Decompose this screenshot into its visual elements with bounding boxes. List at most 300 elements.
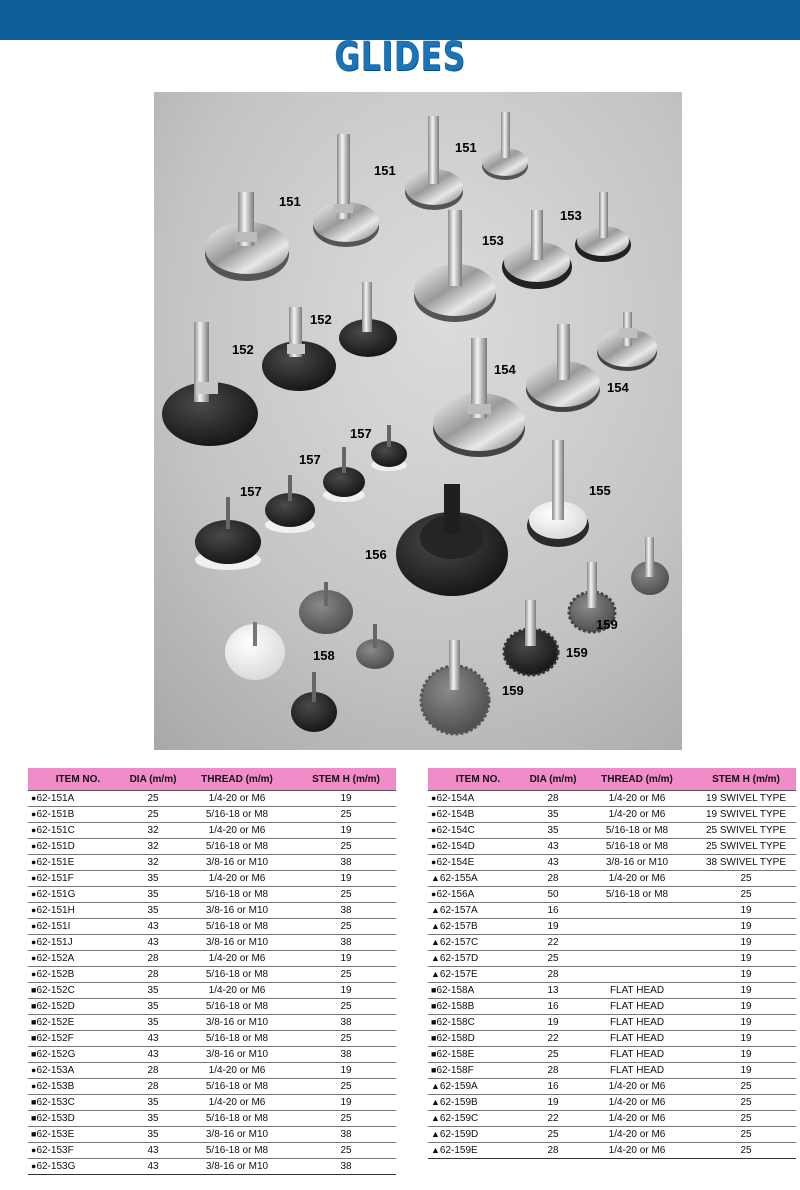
cell-dia: 35 [128, 1015, 178, 1031]
table-row [28, 1079, 396, 1095]
cell-dia: 25 [528, 1047, 578, 1063]
marker-icon: ● [31, 905, 37, 915]
item-number: 62-156A [436, 889, 475, 900]
cell-stem: 25 [696, 887, 796, 903]
cell-dia: 28 [128, 1079, 178, 1095]
cell-dia: 35 [128, 871, 178, 887]
cell-stem: 19 [296, 951, 396, 967]
table-row [428, 1111, 796, 1127]
item-number: 62-158E [436, 1049, 475, 1060]
cell-item-no [428, 871, 528, 887]
item-number: 62-152F [36, 1033, 74, 1044]
item-number: 62-158D [436, 1033, 475, 1044]
cell-dia: 25 [128, 791, 178, 807]
table-row [28, 791, 396, 807]
cell-stem: 25 [296, 839, 396, 855]
cell-item-no [28, 1111, 128, 1127]
cell-stem: 25 [296, 1111, 396, 1127]
cell-dia: 35 [528, 807, 578, 823]
cell-dia: 35 [128, 1111, 178, 1127]
cell-item-no [28, 967, 128, 983]
cell-stem: 19 [696, 919, 796, 935]
cell-thread: 3/8-16 or M10 [178, 903, 296, 919]
cell-stem: 25 [696, 1095, 796, 1111]
table-row [428, 823, 796, 839]
cell-dia: 28 [528, 871, 578, 887]
cell-dia: 25 [128, 807, 178, 823]
cell-thread: 3/8-16 or M10 [578, 855, 696, 871]
cell-item-no [428, 1031, 528, 1047]
photo-label: 157 [240, 484, 262, 499]
marker-icon: ■ [31, 1113, 37, 1123]
marker-icon: ● [31, 1081, 37, 1091]
photo-label: 156 [365, 547, 387, 562]
cell-item-no [428, 1111, 528, 1127]
cell-thread: 1/4-20 or M6 [578, 791, 696, 807]
item-number: 62-159A [439, 1081, 478, 1092]
cell-stem: 25 [296, 807, 396, 823]
item-number: 62-152A [36, 953, 75, 964]
cell-dia: 43 [528, 839, 578, 855]
table-row [428, 871, 796, 887]
item-number: 62-153E [36, 1129, 75, 1140]
item-number: 62-159B [439, 1097, 478, 1108]
table-row [428, 807, 796, 823]
photo-label: 159 [596, 617, 618, 632]
cell-thread [578, 919, 696, 935]
table-row [28, 935, 396, 951]
cell-stem: 19 [296, 1095, 396, 1111]
cell-thread: FLAT HEAD [578, 999, 696, 1015]
cell-item-no [28, 823, 128, 839]
table-row [28, 903, 396, 919]
marker-icon: ■ [431, 1049, 437, 1059]
cell-item-no [28, 1063, 128, 1079]
marker-icon: ● [431, 857, 437, 867]
marker-icon: ● [431, 841, 437, 851]
cell-dia: 25 [528, 1127, 578, 1143]
cell-thread [578, 903, 696, 919]
cell-dia: 28 [128, 951, 178, 967]
cell-thread: 3/8-16 or M10 [178, 1127, 296, 1143]
item-number: 62-154E [436, 857, 475, 868]
table-header-row [428, 768, 796, 791]
marker-icon: ▲ [431, 1097, 440, 1107]
cell-dia: 35 [128, 1095, 178, 1111]
cell-dia: 28 [128, 1063, 178, 1079]
table-row [28, 967, 396, 983]
col-header-dia: DIA (m/m) [528, 768, 578, 791]
item-number: 62-159E [439, 1145, 478, 1156]
cell-item-no [28, 919, 128, 935]
item-number: 62-153A [36, 1065, 75, 1076]
cell-item-no [28, 903, 128, 919]
marker-icon: ● [431, 809, 437, 819]
cell-stem: 38 [296, 1127, 396, 1143]
cell-dia: 28 [528, 967, 578, 983]
cell-dia: 22 [528, 935, 578, 951]
cell-item-no [28, 1143, 128, 1159]
cell-item-no [428, 983, 528, 999]
cell-item-no [428, 1143, 528, 1159]
cell-item-no [428, 855, 528, 871]
cell-item-no [428, 951, 528, 967]
item-number: 62-157B [439, 921, 478, 932]
cell-stem: 19 [696, 983, 796, 999]
table-row [28, 855, 396, 871]
cell-thread: 1/4-20 or M6 [578, 1111, 696, 1127]
cell-thread: 3/8-16 or M10 [178, 1159, 296, 1175]
photo-label: 157 [299, 452, 321, 467]
marker-icon: ▲ [431, 905, 440, 915]
item-number: 62-158A [436, 985, 475, 996]
cell-thread: FLAT HEAD [578, 983, 696, 999]
marker-icon: ■ [31, 985, 37, 995]
cell-stem: 25 [296, 967, 396, 983]
item-number: 62-152B [36, 969, 75, 980]
cell-stem: 19 [696, 1047, 796, 1063]
cell-dia: 43 [128, 1159, 178, 1175]
cell-item-no [28, 951, 128, 967]
table-row [28, 999, 396, 1015]
cell-stem: 19 [296, 983, 396, 999]
cell-thread: 1/4-20 or M6 [578, 871, 696, 887]
table-row [28, 1063, 396, 1079]
marker-icon: ● [431, 889, 437, 899]
table-row [428, 1127, 796, 1143]
table-row [428, 855, 796, 871]
item-number: 62-158B [436, 1001, 475, 1012]
cell-stem: 38 SWIVEL TYPE [696, 855, 796, 871]
marker-icon: ● [31, 873, 37, 883]
table-row [28, 1159, 396, 1175]
cell-item-no [428, 935, 528, 951]
cell-dia: 43 [128, 935, 178, 951]
cell-stem: 25 [296, 887, 396, 903]
marker-icon: ▲ [431, 1145, 440, 1155]
item-number: 62-153G [36, 1161, 76, 1172]
cell-dia: 43 [128, 919, 178, 935]
col-header-dia: DIA (m/m) [128, 768, 178, 791]
marker-icon: ■ [31, 1129, 37, 1139]
cell-stem: 19 [296, 871, 396, 887]
item-number: 62-151J [36, 937, 73, 948]
cell-dia: 28 [528, 791, 578, 807]
photo-label: 157 [350, 426, 372, 441]
marker-icon: ● [31, 953, 37, 963]
photo-label: 151 [279, 194, 301, 209]
cell-thread: 5/16-18 or M8 [178, 1111, 296, 1127]
table-row [28, 1143, 396, 1159]
cell-stem: 19 [696, 1031, 796, 1047]
item-number: 62-153C [36, 1097, 75, 1108]
cell-thread: 5/16-18 or M8 [178, 1079, 296, 1095]
product-photo [154, 92, 682, 750]
table-row [428, 791, 796, 807]
cell-item-no [428, 1047, 528, 1063]
item-number: 62-154D [436, 841, 475, 852]
marker-icon: ■ [431, 1033, 437, 1043]
table-row [428, 999, 796, 1015]
cell-stem: 19 [296, 1063, 396, 1079]
cell-stem: 19 [696, 903, 796, 919]
cell-dia: 43 [528, 855, 578, 871]
cell-item-no [28, 1015, 128, 1031]
table-row [28, 1015, 396, 1031]
cell-thread: 5/16-18 or M8 [578, 887, 696, 903]
marker-icon: ● [431, 793, 437, 803]
item-number: 62-151D [36, 841, 75, 852]
cell-dia: 35 [128, 999, 178, 1015]
table-row [28, 983, 396, 999]
item-number: 62-153D [36, 1113, 75, 1124]
cell-thread: 1/4-20 or M6 [178, 951, 296, 967]
cell-thread: 5/16-18 or M8 [178, 807, 296, 823]
table-row [428, 1047, 796, 1063]
cell-thread: 5/16-18 or M8 [578, 823, 696, 839]
cell-dia: 35 [528, 823, 578, 839]
cell-item-no [428, 839, 528, 855]
item-number: 62-152E [36, 1017, 75, 1028]
cell-item-no [428, 823, 528, 839]
table-row [28, 871, 396, 887]
cell-thread: FLAT HEAD [578, 1063, 696, 1079]
cell-thread: 5/16-18 or M8 [178, 839, 296, 855]
table-row [428, 1079, 796, 1095]
cell-dia: 16 [528, 1079, 578, 1095]
cell-thread: 1/4-20 or M6 [578, 1095, 696, 1111]
table-row [28, 1127, 396, 1143]
cell-item-no [28, 1159, 128, 1175]
cell-item-no [28, 1127, 128, 1143]
photo-label: 152 [232, 342, 254, 357]
col-header-stem: STEM H (m/m) [296, 768, 396, 791]
item-number: 62-151E [36, 857, 75, 868]
cell-item-no [428, 1063, 528, 1079]
cell-stem: 19 [696, 1015, 796, 1031]
cell-thread: 5/16-18 or M8 [578, 839, 696, 855]
cell-dia: 16 [528, 999, 578, 1015]
table-row [28, 1111, 396, 1127]
cell-dia: 35 [128, 903, 178, 919]
marker-icon: ● [31, 969, 37, 979]
cell-thread: 5/16-18 or M8 [178, 1031, 296, 1047]
photo-label: 153 [482, 233, 504, 248]
table-row [428, 919, 796, 935]
table-row [28, 807, 396, 823]
cell-dia: 28 [128, 967, 178, 983]
marker-icon: ■ [431, 1017, 437, 1027]
item-number: 62-151G [36, 889, 76, 900]
cell-stem: 25 [696, 1143, 796, 1159]
cell-thread: 3/8-16 or M10 [178, 935, 296, 951]
item-number: 62-153B [36, 1081, 75, 1092]
cell-item-no [28, 887, 128, 903]
table-row [28, 839, 396, 855]
item-number: 62-154B [436, 809, 475, 820]
cell-item-no [28, 1031, 128, 1047]
item-number: 62-151A [36, 793, 75, 804]
cell-stem: 19 [696, 967, 796, 983]
table-row [28, 919, 396, 935]
cell-thread: 5/16-18 or M8 [178, 887, 296, 903]
cell-item-no [428, 903, 528, 919]
table-row [28, 1095, 396, 1111]
cell-stem: 25 [296, 999, 396, 1015]
cell-stem: 38 [296, 1015, 396, 1031]
photo-label: 154 [494, 362, 516, 377]
table-row [428, 887, 796, 903]
marker-icon: ▲ [431, 1081, 440, 1091]
item-number: 62-151I [36, 921, 71, 932]
cell-stem: 19 SWIVEL TYPE [696, 807, 796, 823]
cell-item-no [28, 839, 128, 855]
cell-stem: 25 [296, 1031, 396, 1047]
cell-dia: 35 [128, 1127, 178, 1143]
item-number: 62-159C [439, 1113, 479, 1124]
table-row [28, 823, 396, 839]
photo-label: 154 [607, 380, 629, 395]
marker-icon: ■ [31, 1049, 37, 1059]
cell-thread: 3/8-16 or M10 [178, 1015, 296, 1031]
cell-stem: 25 [296, 1079, 396, 1095]
cell-stem: 38 [296, 855, 396, 871]
cell-dia: 43 [128, 1047, 178, 1063]
cell-item-no [28, 935, 128, 951]
cell-dia: 13 [528, 983, 578, 999]
cell-dia: 19 [528, 919, 578, 935]
cell-thread: 1/4-20 or M6 [578, 1143, 696, 1159]
cell-item-no [428, 807, 528, 823]
cell-thread: 1/4-20 or M6 [578, 1127, 696, 1143]
cell-stem: 19 [296, 823, 396, 839]
table-row [428, 967, 796, 983]
cell-item-no [428, 1095, 528, 1111]
cell-thread: 1/4-20 or M6 [178, 823, 296, 839]
cell-stem: 38 [296, 1047, 396, 1063]
spec-table-left [28, 768, 396, 1175]
table-row [28, 951, 396, 967]
photo-label: 151 [374, 163, 396, 178]
cell-stem: 38 [296, 935, 396, 951]
cell-dia: 28 [528, 1143, 578, 1159]
photo-label: 159 [502, 683, 524, 698]
photo-label: 155 [589, 483, 611, 498]
cell-thread: 1/4-20 or M6 [178, 983, 296, 999]
cell-item-no [28, 871, 128, 887]
cell-dia: 43 [128, 1031, 178, 1047]
cell-thread: 5/16-18 or M8 [178, 919, 296, 935]
cell-dia: 43 [128, 1143, 178, 1159]
cell-thread: FLAT HEAD [578, 1031, 696, 1047]
cell-item-no [28, 1047, 128, 1063]
item-number: 62-151B [36, 809, 75, 820]
marker-icon: ■ [31, 1017, 37, 1027]
cell-dia: 32 [128, 823, 178, 839]
col-header-stem: STEM H (m/m) [696, 768, 796, 791]
marker-icon: ■ [31, 1033, 37, 1043]
marker-icon: ● [31, 793, 37, 803]
cell-dia: 22 [528, 1111, 578, 1127]
cell-thread: 1/4-20 or M6 [178, 1063, 296, 1079]
cell-thread: 3/8-16 or M10 [178, 855, 296, 871]
cell-dia: 50 [528, 887, 578, 903]
table-row [428, 1143, 796, 1159]
item-number: 62-153F [36, 1145, 74, 1156]
photo-label: 152 [310, 312, 332, 327]
cell-item-no [28, 983, 128, 999]
item-number: 62-152G [36, 1049, 76, 1060]
table-row [28, 1031, 396, 1047]
marker-icon: ▲ [431, 921, 440, 931]
table-row [428, 935, 796, 951]
item-number: 62-154A [436, 793, 475, 804]
table-row [428, 983, 796, 999]
marker-icon: ▲ [431, 873, 440, 883]
item-number: 62-157D [439, 953, 479, 964]
cell-stem: 25 SWIVEL TYPE [696, 839, 796, 855]
table-row [428, 951, 796, 967]
cell-item-no [28, 791, 128, 807]
marker-icon: ● [31, 1065, 37, 1075]
table-header-row [28, 768, 396, 791]
item-number: 62-157C [439, 937, 479, 948]
marker-icon: ● [431, 825, 437, 835]
cell-dia: 22 [528, 1031, 578, 1047]
cell-stem: 38 [296, 1159, 396, 1175]
marker-icon: ● [31, 825, 37, 835]
table-row [428, 903, 796, 919]
cell-item-no [28, 999, 128, 1015]
marker-icon: ● [31, 809, 37, 819]
table-row [428, 1031, 796, 1047]
marker-icon: ▲ [431, 1113, 440, 1123]
item-number: 62-151F [36, 873, 74, 884]
item-number: 62-155A [439, 873, 478, 884]
item-number: 62-159D [439, 1129, 479, 1140]
col-header-item: ITEM NO. [428, 768, 528, 791]
cell-dia: 32 [128, 839, 178, 855]
cell-item-no [28, 807, 128, 823]
page-title: GLIDES [334, 34, 466, 80]
cell-thread: 1/4-20 or M6 [178, 871, 296, 887]
marker-icon: ● [31, 857, 37, 867]
cell-thread: FLAT HEAD [578, 1015, 696, 1031]
col-header-item: ITEM NO. [28, 768, 128, 791]
cell-thread: 1/4-20 or M6 [178, 1095, 296, 1111]
cell-item-no [428, 1127, 528, 1143]
cell-thread [578, 935, 696, 951]
cell-stem: 19 [696, 935, 796, 951]
photo-label: 158 [313, 648, 335, 663]
marker-icon: ● [31, 1145, 37, 1155]
cell-item-no [428, 1015, 528, 1031]
cell-dia: 28 [528, 1063, 578, 1079]
cell-thread: 5/16-18 or M8 [178, 1143, 296, 1159]
cell-item-no [428, 887, 528, 903]
table-row [428, 839, 796, 855]
marker-icon: ● [31, 937, 37, 947]
cell-thread [578, 951, 696, 967]
photo-label: 153 [560, 208, 582, 223]
item-number: 62-158C [436, 1017, 475, 1028]
cell-stem: 25 [696, 1079, 796, 1095]
cell-dia: 16 [528, 903, 578, 919]
marker-icon: ▲ [431, 1129, 440, 1139]
cell-stem: 19 [696, 1063, 796, 1079]
cell-stem: 25 SWIVEL TYPE [696, 823, 796, 839]
marker-icon: ■ [431, 1065, 437, 1075]
